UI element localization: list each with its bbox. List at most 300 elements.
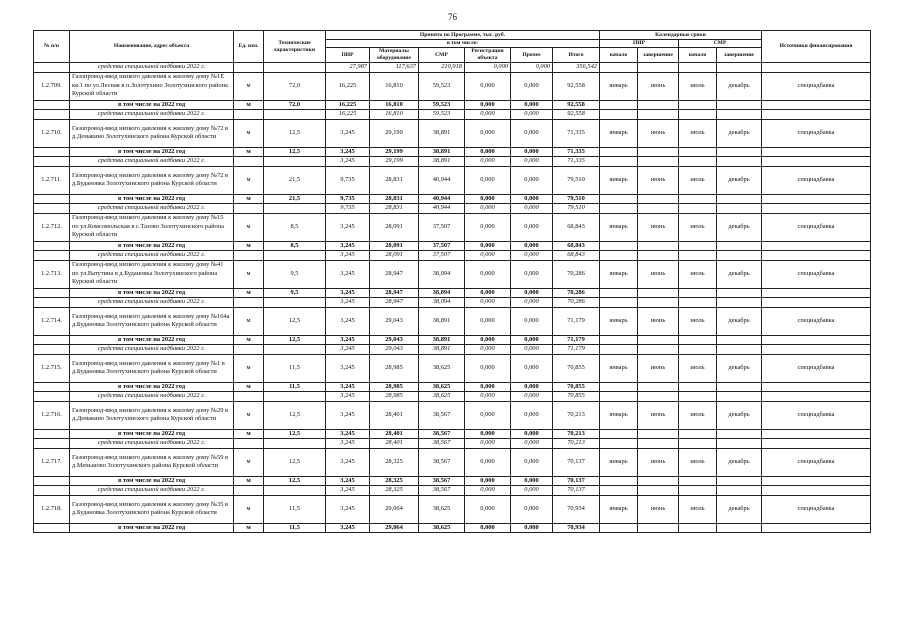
cell-materials: 28,091 [370, 251, 419, 261]
cell-tech: 12,5 [264, 476, 326, 486]
cell-materials: 28,947 [370, 260, 419, 288]
program-table [33, 30, 871, 533]
row-label: в том числе на 2022 год [70, 429, 234, 439]
cell-total: 79,510 [553, 194, 600, 204]
cell-pir-start: январь [600, 448, 638, 476]
col-smr-start-header: начало [679, 48, 717, 63]
cell-unit: м [234, 241, 264, 251]
cell-smr: 38,625 [419, 382, 465, 392]
row-number: 1.2.713. [34, 260, 70, 288]
cell-tech: 8,5 [264, 241, 326, 251]
row-label: в том числе на 2022 год [70, 335, 234, 345]
row-label: в том числе на 2022 год [70, 288, 234, 298]
cell-pir: 3,245 [326, 401, 370, 429]
object-row [34, 307, 871, 335]
cell-total: 79,510 [553, 166, 600, 194]
cell-materials: 28,831 [370, 194, 419, 204]
calendar-header: Календарные сроки [600, 31, 762, 40]
cell-pir-end: июнь [638, 260, 679, 288]
cell-unit: м [234, 260, 264, 288]
cell-unit: м [234, 495, 264, 523]
cell-source: спецнадбавка [762, 307, 871, 335]
object-row [34, 354, 871, 382]
cell-source: спецнадбавка [762, 495, 871, 523]
cell-pir: 16,225 [326, 72, 370, 100]
cell-smr: 59,523 [419, 72, 465, 100]
cell-smr-start: июль [679, 72, 717, 100]
cell-total: 356,542 [553, 63, 600, 73]
row-label: в том числе на 2022 год [70, 194, 234, 204]
cell-registration: 0,000 [465, 298, 511, 308]
cell-total: 70,855 [553, 354, 600, 382]
cell-total: 68,843 [553, 213, 600, 241]
cell-unit: м [234, 401, 264, 429]
cell-tech: 11,5 [264, 382, 326, 392]
cell-smr: 38,094 [419, 260, 465, 288]
cell-registration: 0,000 [465, 100, 511, 110]
cell-other: 0,000 [511, 476, 553, 486]
cell-pir-start: январь [600, 495, 638, 523]
cell-materials: 29,199 [370, 147, 419, 157]
cell-total: 68,843 [553, 251, 600, 261]
cell-unit: м [234, 194, 264, 204]
object-name: Газопровод-ввод низкого давления к жилому дому №59 в д.Меньшово Золотухинского района Курской области [70, 448, 234, 476]
cell-smr-end: декабрь [717, 72, 762, 100]
cell-registration: 0,000 [465, 157, 511, 167]
cell-unit: м [234, 382, 264, 392]
cell-registration: 0,000 [465, 241, 511, 251]
cell-tech: 9,5 [264, 288, 326, 298]
cell-smr-end: декабрь [717, 401, 762, 429]
object-row [34, 401, 871, 429]
cell-smr: 40,944 [419, 194, 465, 204]
cell-smr-end: декабрь [717, 448, 762, 476]
cell-registration: 0,000 [465, 72, 511, 100]
cell-unit: м [234, 307, 264, 335]
cell-other: 0,000 [511, 288, 553, 298]
cell-total: 70,934 [553, 523, 600, 533]
cell-total: 70,137 [553, 486, 600, 496]
cell-smr-end: декабрь [717, 213, 762, 241]
cell-other: 0,000 [511, 401, 553, 429]
cell-other: 0,000 [511, 298, 553, 308]
cell-other: 0,000 [511, 213, 553, 241]
cell-smr: 210,918 [419, 63, 465, 73]
cell-pir-end: июнь [638, 495, 679, 523]
cell-smr: 37,507 [419, 241, 465, 251]
cell-smr: 37,507 [419, 251, 465, 261]
cell-other: 0,000 [511, 448, 553, 476]
cell-materials: 28,831 [370, 166, 419, 194]
cell-registration: 0,000 [465, 495, 511, 523]
cell-smr-end: декабрь [717, 354, 762, 382]
cell-registration: 0,000 [465, 392, 511, 402]
col-other-header: Прочее [511, 48, 553, 63]
col-tech-header: Технические характеристики [264, 31, 326, 63]
year-total-row [34, 241, 871, 251]
cell-pir-end: июнь [638, 119, 679, 147]
year-total-row [34, 288, 871, 298]
special-funds-row [34, 298, 871, 308]
cell-materials: 28,947 [370, 298, 419, 308]
cell-tech: 12,5 [264, 119, 326, 147]
cal-smr-header: СМР [679, 40, 762, 48]
cell-smr: 38,567 [419, 439, 465, 449]
row-label: средства специальной надбавки 2022 г. [70, 110, 234, 120]
cell-total: 70,137 [553, 476, 600, 486]
cell-materials: 29,043 [370, 307, 419, 335]
cell-materials: 117,637 [370, 63, 419, 73]
row-label: средства специальной надбавки 2022 г. [70, 204, 234, 214]
cell-materials: 28,985 [370, 354, 419, 382]
cell-source: спецнадбавка [762, 260, 871, 288]
cell-tech: 12,5 [264, 307, 326, 335]
cell-pir: 3,245 [326, 523, 370, 533]
cell-registration: 0,000 [465, 429, 511, 439]
cell-other: 0,000 [511, 166, 553, 194]
cell-smr: 38,891 [419, 307, 465, 335]
cell-unit: м [234, 166, 264, 194]
cell-total: 71,179 [553, 345, 600, 355]
cell-pir: 3,245 [326, 241, 370, 251]
year-total-row [34, 523, 871, 533]
cell-smr: 38,567 [419, 486, 465, 496]
cell-pir-end: июнь [638, 166, 679, 194]
cell-registration: 0,000 [465, 63, 511, 73]
cell-materials: 16,810 [370, 72, 419, 100]
col-smr-header: СМР [419, 48, 465, 63]
cell-pir: 3,245 [326, 213, 370, 241]
cell-pir-end: июнь [638, 448, 679, 476]
object-row [34, 260, 871, 288]
cell-pir: 3,245 [326, 147, 370, 157]
cell-smr: 38,567 [419, 476, 465, 486]
cell-tech: 11,5 [264, 495, 326, 523]
cell-registration: 0,000 [465, 194, 511, 204]
cell-other: 0,000 [511, 307, 553, 335]
object-row [34, 213, 871, 241]
cell-pir-start: январь [600, 166, 638, 194]
cell-source: спецнадбавка [762, 72, 871, 100]
row-number: 1.2.709. [34, 72, 70, 100]
cell-unit: м [234, 448, 264, 476]
object-row [34, 119, 871, 147]
cell-smr: 38,891 [419, 345, 465, 355]
col-unit-header: Ед. изм. [234, 31, 264, 63]
year-total-row [34, 382, 871, 392]
cell-other: 0,000 [511, 251, 553, 261]
cell-other: 0,000 [511, 204, 553, 214]
cell-total: 68,843 [553, 241, 600, 251]
cell-smr: 38,567 [419, 448, 465, 476]
row-label: средства специальной надбавки 2022 г. [70, 439, 234, 449]
object-row [34, 166, 871, 194]
cell-other: 0,000 [511, 495, 553, 523]
cell-unit: м [234, 429, 264, 439]
cell-registration: 0,000 [465, 345, 511, 355]
object-name: Газопровод-ввод низкого давления к жилому дому №29 в д.Демакино Золотухинского района Курской области [70, 401, 234, 429]
cell-tech: 12,5 [264, 147, 326, 157]
cell-pir: 3,245 [326, 157, 370, 167]
cell-registration: 0,000 [465, 166, 511, 194]
cell-registration: 0,000 [465, 439, 511, 449]
cell-total: 70,286 [553, 260, 600, 288]
cell-tech: 12,5 [264, 448, 326, 476]
cell-tech: 72,0 [264, 72, 326, 100]
cell-pir: 3,245 [326, 448, 370, 476]
row-label: в том числе на 2022 год [70, 241, 234, 251]
cell-other: 0,000 [511, 119, 553, 147]
cell-registration: 0,000 [465, 204, 511, 214]
cell-tech: 12,5 [264, 401, 326, 429]
cell-pir-start: январь [600, 307, 638, 335]
cell-total: 70,286 [553, 288, 600, 298]
cell-tech: 9,5 [264, 260, 326, 288]
row-number: 1.2.718. [34, 495, 70, 523]
cell-other: 0,000 [511, 72, 553, 100]
row-number: 1.2.711. [34, 166, 70, 194]
special-funds-row [34, 204, 871, 214]
cell-registration: 0,000 [465, 476, 511, 486]
cell-smr-start: июль [679, 401, 717, 429]
cell-other: 0,000 [511, 486, 553, 496]
cell-registration: 0,000 [465, 382, 511, 392]
cell-materials: 29,043 [370, 345, 419, 355]
cell-registration: 0,000 [465, 110, 511, 120]
cell-unit: м [234, 476, 264, 486]
cell-pir-start: январь [600, 401, 638, 429]
cell-smr-end: декабрь [717, 119, 762, 147]
cell-smr: 59,523 [419, 110, 465, 120]
cell-smr: 38,891 [419, 157, 465, 167]
including-header: в том числе: [326, 40, 600, 48]
cell-smr-start: июль [679, 448, 717, 476]
cell-registration: 0,000 [465, 335, 511, 345]
cell-total: 70,213 [553, 439, 600, 449]
cell-pir-end: июнь [638, 72, 679, 100]
cell-tech: 12,5 [264, 335, 326, 345]
cell-unit: м [234, 354, 264, 382]
cell-pir: 9,735 [326, 204, 370, 214]
row-number: 1.2.717. [34, 448, 70, 476]
cell-other: 0,000 [511, 335, 553, 345]
year-total-row [34, 335, 871, 345]
special-funds-row [34, 439, 871, 449]
row-number: 1.2.716. [34, 401, 70, 429]
col-sources-header: Источники финансирования [762, 31, 871, 63]
cell-other: 0,000 [511, 147, 553, 157]
cell-tech: 11,5 [264, 523, 326, 533]
cell-pir-start: январь [600, 119, 638, 147]
cell-registration: 0,000 [465, 251, 511, 261]
cell-smr: 38,567 [419, 429, 465, 439]
object-name: Газопровод-ввод низкого давления к жилому дому №35 в д.Будановка Золотухинского района Курской области [70, 495, 234, 523]
cell-other: 0,000 [511, 382, 553, 392]
row-label: средства специальной надбавки 2022 г. [70, 157, 234, 167]
cell-total: 79,510 [553, 204, 600, 214]
row-number: 1.2.715. [34, 354, 70, 382]
cell-smr: 40,944 [419, 204, 465, 214]
cell-pir-start: январь [600, 213, 638, 241]
cell-registration: 0,000 [465, 307, 511, 335]
cell-pir: 3,245 [326, 260, 370, 288]
cell-pir: 3,245 [326, 495, 370, 523]
row-number: 1.2.714. [34, 307, 70, 335]
table-header [34, 31, 871, 63]
cell-other: 0,000 [511, 100, 553, 110]
cell-total: 70,213 [553, 401, 600, 429]
cell-source: спецнадбавка [762, 213, 871, 241]
cell-other: 0,000 [511, 392, 553, 402]
cell-other: 0,000 [511, 110, 553, 120]
cell-pir: 9,735 [326, 194, 370, 204]
col-pir-end-header: завершение [638, 48, 679, 63]
cell-other: 0,000 [511, 194, 553, 204]
cell-pir: 3,245 [326, 335, 370, 345]
cell-smr-start: июль [679, 495, 717, 523]
cell-smr: 38,567 [419, 401, 465, 429]
cell-source: спецнадбавка [762, 119, 871, 147]
object-name: Газопровод-ввод низкого давления к жилому дому №15 по ул.Комсомольская в с.Тазово Золотухинского района Курской области [70, 213, 234, 241]
object-name: Газопровод-ввод низкого давления к жилому дому №41 по ул.Ватутина в д.Будановка Золотухинского района Курской области [70, 260, 234, 288]
cell-smr: 38,625 [419, 495, 465, 523]
special-funds-row [34, 486, 871, 496]
cell-unit: м [234, 72, 264, 100]
cell-total: 92,558 [553, 110, 600, 120]
year-total-row [34, 429, 871, 439]
cell-source: спецнадбавка [762, 448, 871, 476]
cell-unit: м [234, 288, 264, 298]
cell-pir-end: июнь [638, 354, 679, 382]
row-label: средства специальной надбавки 2022 г. [70, 392, 234, 402]
cell-smr-start: июль [679, 166, 717, 194]
cell-tech: 8,5 [264, 213, 326, 241]
cal-pir-header: ПИР [600, 40, 679, 48]
cell-smr: 40,944 [419, 166, 465, 194]
cell-smr: 38,094 [419, 298, 465, 308]
col-pir-header: ПИР [326, 48, 370, 63]
cell-materials: 16,810 [370, 110, 419, 120]
cell-other: 0,000 [511, 345, 553, 355]
cell-materials: 28,947 [370, 288, 419, 298]
cell-smr: 38,891 [419, 335, 465, 345]
cell-materials: 28,401 [370, 429, 419, 439]
cell-pir: 3,245 [326, 119, 370, 147]
cell-pir: 3,245 [326, 345, 370, 355]
object-name: Газопровод-ввод низкого давления к жилому дому №1 в д.Будановка Золотухинского района Курской области [70, 354, 234, 382]
row-label: средства специальной надбавки 2022 г. [70, 251, 234, 261]
cell-smr: 38,891 [419, 119, 465, 147]
cell-smr-start: июль [679, 260, 717, 288]
cell-pir: 3,245 [326, 382, 370, 392]
cell-pir-start: январь [600, 354, 638, 382]
cell-smr-start: июль [679, 307, 717, 335]
object-row [34, 495, 871, 523]
special-funds-row [34, 251, 871, 261]
cell-other: 0,000 [511, 260, 553, 288]
row-label: средства специальной надбавки 2022 г. [70, 63, 234, 73]
cell-registration: 0,000 [465, 523, 511, 533]
cell-registration: 0,000 [465, 260, 511, 288]
object-name: Газопровод-ввод низкого давления к жилому дому №164а д.Будановка Золотухинского района Курской области [70, 307, 234, 335]
cell-pir: 9,735 [326, 166, 370, 194]
cell-materials: 29,199 [370, 157, 419, 167]
cell-tech: 12,5 [264, 429, 326, 439]
special-funds-row [34, 63, 871, 73]
table-body [34, 63, 871, 533]
cell-registration: 0,000 [465, 486, 511, 496]
cell-unit: м [234, 335, 264, 345]
cell-materials: 29,064 [370, 495, 419, 523]
cell-total: 71,179 [553, 307, 600, 335]
row-label: в том числе на 2022 год [70, 476, 234, 486]
cell-materials: 29,064 [370, 523, 419, 533]
col-name-header: Наименование, адрес объекта [70, 31, 234, 63]
year-total-row [34, 476, 871, 486]
cell-materials: 28,401 [370, 401, 419, 429]
cell-registration: 0,000 [465, 401, 511, 429]
row-label: в том числе на 2022 год [70, 147, 234, 157]
cell-registration: 0,000 [465, 288, 511, 298]
cell-other: 0,000 [511, 63, 553, 73]
cell-materials: 28,091 [370, 241, 419, 251]
cell-smr-end: декабрь [717, 260, 762, 288]
cell-pir: 3,245 [326, 354, 370, 382]
year-total-row [34, 194, 871, 204]
cell-smr: 38,891 [419, 147, 465, 157]
cell-materials: 29,043 [370, 335, 419, 345]
cell-smr: 38,094 [419, 288, 465, 298]
col-num-header: № п/п [34, 31, 70, 63]
cell-materials: 16,810 [370, 100, 419, 110]
cell-total: 92,558 [553, 100, 600, 110]
cell-pir: 3,245 [326, 298, 370, 308]
col-total-header: Итого [553, 48, 600, 63]
cell-other: 0,000 [511, 354, 553, 382]
object-name: Газопровод-ввод низкого давления к жилому дому №72 в д.Будановка Золотухинского района Курской области [70, 166, 234, 194]
cell-pir: 3,245 [326, 392, 370, 402]
accepted-header: Принято по Программе, тыс. руб. [326, 31, 600, 40]
cell-total: 70,855 [553, 382, 600, 392]
cell-pir: 3,245 [326, 288, 370, 298]
cell-materials: 28,985 [370, 392, 419, 402]
cell-total: 71,335 [553, 157, 600, 167]
cell-pir-end: июнь [638, 307, 679, 335]
cell-tech: 11,5 [264, 354, 326, 382]
year-total-row [34, 100, 871, 110]
row-number: 1.2.712. [34, 213, 70, 241]
cell-smr-end: декабрь [717, 495, 762, 523]
cell-tech: 21,5 [264, 194, 326, 204]
cell-materials: 28,325 [370, 448, 419, 476]
cell-other: 0,000 [511, 523, 553, 533]
cell-registration: 0,000 [465, 147, 511, 157]
cell-pir: 3,245 [326, 251, 370, 261]
special-funds-row [34, 157, 871, 167]
cell-unit: м [234, 147, 264, 157]
cell-unit: м [234, 213, 264, 241]
object-row [34, 448, 871, 476]
row-label: средства специальной надбавки 2022 г. [70, 298, 234, 308]
cell-other: 0,000 [511, 439, 553, 449]
cell-pir-end: июнь [638, 401, 679, 429]
col-materials-header: Материалы оборудование [370, 48, 419, 63]
cell-smr-start: июль [679, 119, 717, 147]
cell-pir: 27,987 [326, 63, 370, 73]
cell-unit: м [234, 119, 264, 147]
cell-smr-start: июль [679, 213, 717, 241]
col-registration-header: Регистрация объекта [465, 48, 511, 63]
